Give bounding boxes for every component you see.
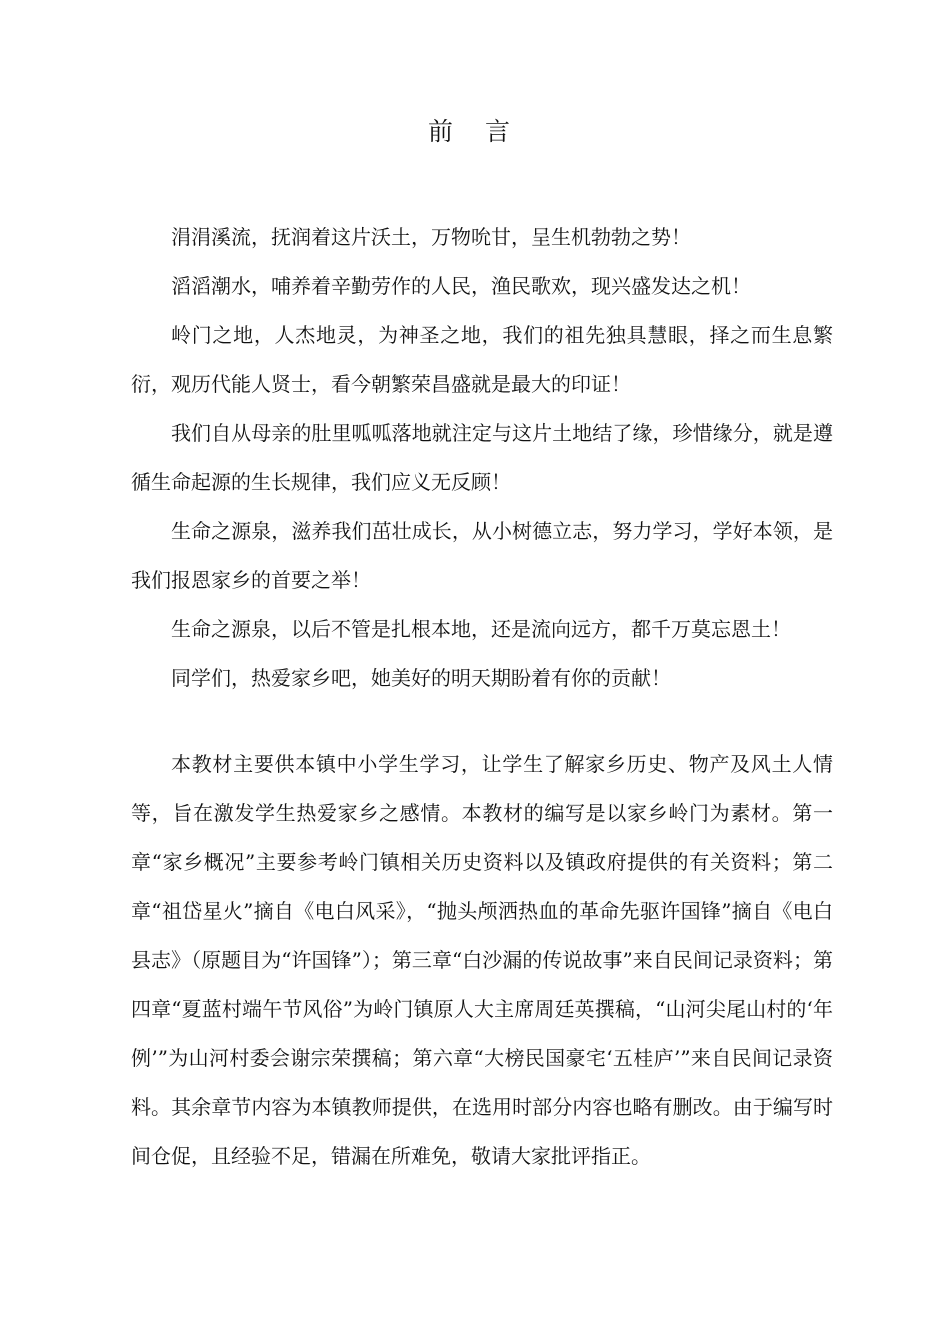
preface-paragraph: 生命之源泉，以后不管是扎根本地，还是流向远方，都千万莫忘恩土！ [171, 617, 791, 641]
preface-paragraph: 滔滔潮水，哺养着辛勤劳作的人民，渔民歌欢，现兴盛发达之机！ [171, 274, 751, 298]
preface-paragraph: 岭门之地，人杰地灵，为神圣之地，我们的祖先独具慧眼，择之而生息繁衍，观历代能人贤士，看今朝繁荣昌盛就是最大的印证！ [131, 323, 833, 396]
preface-section [131, 213, 833, 703]
editorial-note-paragraph: 本教材主要供本镇中小学生学习，让学生了解家乡历史、物产及风土人情等，旨在激发学生热爱家乡之感情。本教材的编写是以家乡岭门为素材。第一章“家乡概况”主要参考岭门镇相关历史资料以及镇政府提供的有关资料；第二章“祖岱星火”摘自《电白风采》，“抛头颅洒热血的革命先驱许国锋”摘自《电白县志》（原题目为“许国锋”）；第三章“白沙漏的传说故事”来自民间记录资料；第四章“夏蓝村端午节风俗”为岭门镇原人大主席周廷英撰稿，“山河尖尾山村的‘年例’”为山河村委会谢宗荣撰稿；第六章“大榜民国豪宅‘五桂庐’”来自民间记录资料。其余章节内容为本镇教师提供，在选用时部分内容也略有删改。由于编写时间仓促，且经验不足，错漏在所难免，敬请大家批评指正。 [131, 752, 833, 1168]
page-title: 前 言 [428, 117, 522, 146]
editorial-note-section [131, 740, 833, 1181]
preface-paragraph: 生命之源泉，滋养我们茁壮成长，从小树德立志，努力学习，学好本领，是我们报恩家乡的首要之举！ [131, 519, 833, 592]
preface-paragraph: 我们自从母亲的肚里呱呱落地就注定与这片土地结了缘，珍惜缘分，就是遵循生命起源的生长规律，我们应义无反顾！ [131, 421, 833, 494]
preface-paragraph: 同学们，热爱家乡吧，她美好的明天期盼着有你的贡献！ [171, 666, 671, 690]
preface-paragraph: 涓涓溪流，抚润着这片沃土，万物吮甘，呈生机勃勃之势！ [171, 225, 691, 249]
